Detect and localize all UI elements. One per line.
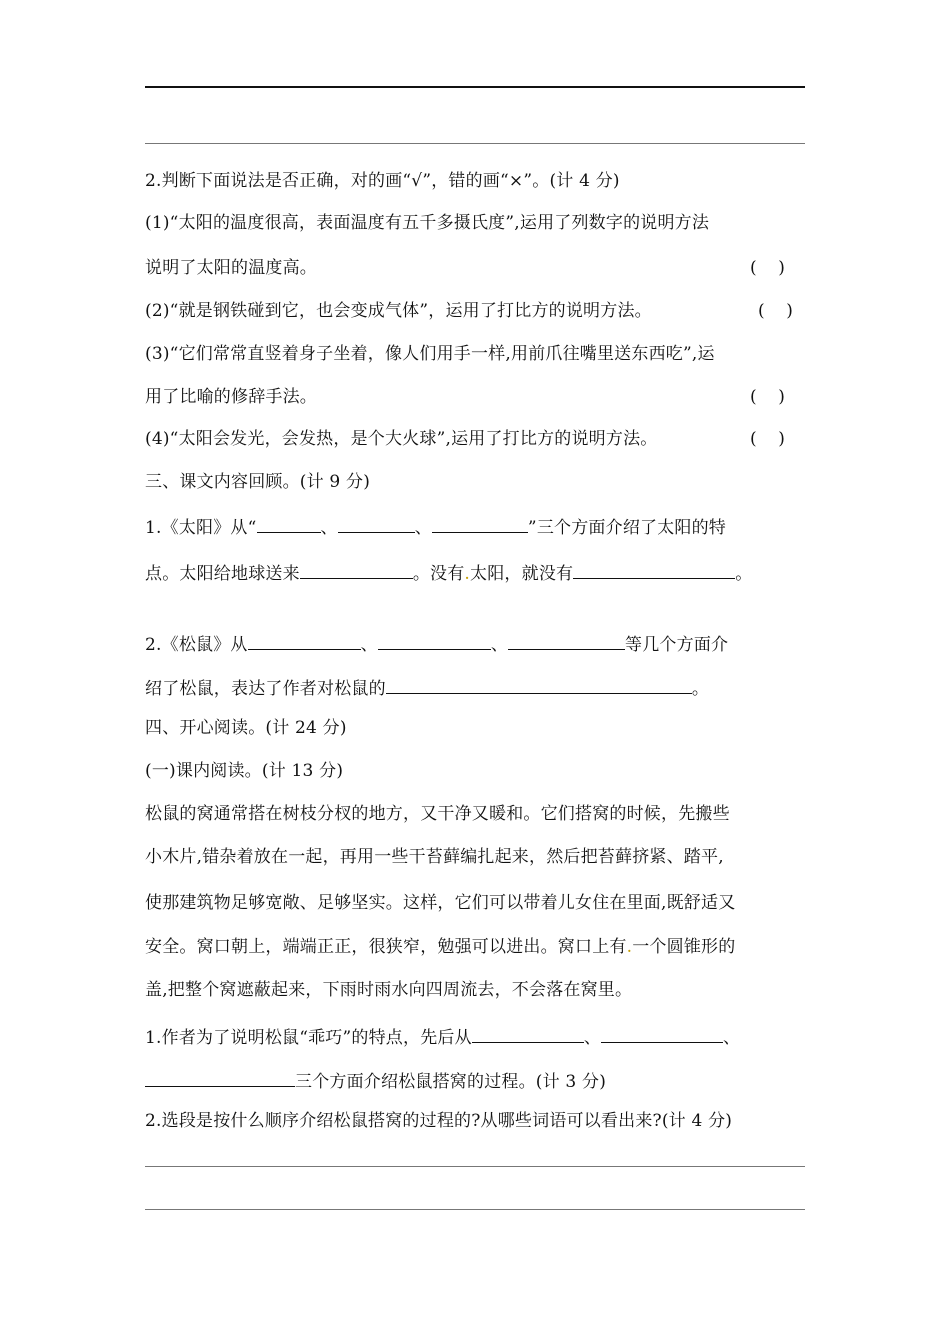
section3-q2-line2 [145, 675, 709, 700]
passage-line-4-tail: 一个圆锥形的 [632, 937, 736, 957]
q2-item2: (2)“就是钢铁碰到它，也会变成气体”，运用了打比方的说明方法。 [145, 301, 652, 321]
passage-line-4 [145, 936, 735, 958]
nest-aspect-blank-2[interactable] [601, 1024, 723, 1043]
q2-item3-line1: (3)“它们常常直竖着身子坐着，像人们用手一样,用前爪往嘴里送东西吃”,运 [145, 344, 715, 364]
section4-sub-heading: (一)课内阅读。(计 13 分) [145, 761, 344, 781]
section3-q2-line2-text: 绍了松鼠，表达了作者对松鼠的 [145, 679, 386, 699]
q2-item1-line2: 说明了太阳的温度高。 [145, 258, 317, 278]
section4-q2: 2.选段是按什么顺序介绍松鼠搭窝的过程的?从哪些词语可以看出来?(计 4 分) [145, 1111, 733, 1131]
q2-item4: (4)“太阳会发光，会发热，是个大火球”,运用了打比方的说明方法。 [145, 429, 658, 449]
section3-q1-line2 [145, 560, 752, 585]
passage-line-1: 松鼠的窝通常搭在树枝分杈的地方，又干净又暖和。它们搭窝的时候，先搬些 [145, 804, 730, 824]
section4-q1-text: 1.作者为了说明松鼠“乖巧”的特点，先后从 [145, 1028, 472, 1048]
section3-q1-line2-text-c: 太阳，就没有 [470, 564, 574, 584]
passage-line-4-text: 安全。窝口朝上，端端正正，很狭窄，勉强可以进出。窝口上有 [145, 937, 627, 957]
stray-dot: . [464, 564, 471, 584]
section3-q1-line2-text-b: 。没有 [412, 564, 465, 584]
q2-item1-line1: (1)“太阳的温度很高，表面温度有五千多摄氏度”,运用了列数字的说明方法 [145, 213, 710, 233]
author-feeling-blank[interactable] [386, 675, 692, 694]
separator: 、 [360, 635, 378, 655]
section3-q2-text-a: 2.《松鼠》从 [145, 635, 248, 655]
passage-line-3: 使那建筑物足够宽敞、足够坚实。这样，它们可以带着儿女住在里面,既舒适又 [145, 893, 736, 913]
passage-line-2: 小木片,错杂着放在一起，再用一些干苔藓编扎起来，然后把苔藓挤紧、踏平, [145, 847, 724, 867]
sun-aspect-blank-3[interactable] [432, 514, 528, 533]
q2-title: 2.判断下面说法是否正确，对的画“√”，错的画“×”。(计 4 分) [145, 171, 620, 191]
sun-aspect-blank-2[interactable] [338, 514, 415, 533]
q2-item3-line2: 用了比喻的修辞手法。 [145, 387, 317, 407]
stray-dot: . [626, 937, 633, 957]
squirrel-aspect-blank-2[interactable] [378, 631, 491, 650]
without-sun-blank[interactable] [573, 560, 735, 579]
top-answer-line-2 [145, 143, 805, 144]
section3-q1-line1 [145, 514, 726, 539]
section4-q1-line1 [145, 1024, 740, 1049]
separator: 、 [490, 635, 509, 655]
section3-q2-text-b: 等几个方面介 [625, 635, 729, 655]
section3-heading: 三、课文内容回顾。(计 9 分) [145, 472, 371, 492]
separator: 、 [320, 518, 338, 538]
q2-item1-answer-paren[interactable]: ( ) [750, 258, 785, 278]
q2-item4-answer-paren[interactable]: ( ) [750, 429, 785, 449]
section3-q2-line1 [145, 631, 728, 656]
section3-q1-line2-text-a: 点。太阳给地球送来 [145, 564, 300, 584]
section3-q1-text-a: 1.《太阳》从“ [145, 518, 257, 538]
section4-q1-line2-text: 三个方面介绍松鼠搭窝的过程。(计 3 分) [295, 1072, 607, 1092]
q2-item2-answer-paren[interactable]: ( ) [758, 301, 793, 321]
period: 。 [735, 564, 753, 584]
top-answer-line-1 [145, 86, 805, 88]
separator: 、 [583, 1028, 602, 1048]
q2-item3-answer-paren[interactable]: ( ) [750, 387, 785, 407]
section4-heading: 四、开心阅读。(计 24 分) [145, 718, 347, 738]
nest-aspect-blank-3[interactable] [145, 1068, 295, 1087]
separator: 、 [414, 518, 432, 538]
nest-aspect-blank-1[interactable] [472, 1024, 584, 1043]
period: 。 [691, 679, 710, 699]
section3-q1-text-b: ”三个方面介绍了太阳的特 [527, 518, 727, 538]
answer-line-2[interactable] [145, 1209, 805, 1210]
section4-q1-line2 [145, 1068, 606, 1093]
sun-aspect-blank-1[interactable] [257, 514, 321, 533]
passage-line-5: 盖,把整个窝遮蔽起来，下雨时雨水向四周流去，不会落在窝里。 [145, 980, 633, 1000]
answer-line-1[interactable] [145, 1166, 805, 1167]
sun-gives-earth-blank[interactable] [300, 560, 413, 579]
squirrel-aspect-blank-3[interactable] [508, 631, 625, 650]
squirrel-aspect-blank-1[interactable] [248, 631, 361, 650]
separator: 、 [723, 1028, 741, 1048]
